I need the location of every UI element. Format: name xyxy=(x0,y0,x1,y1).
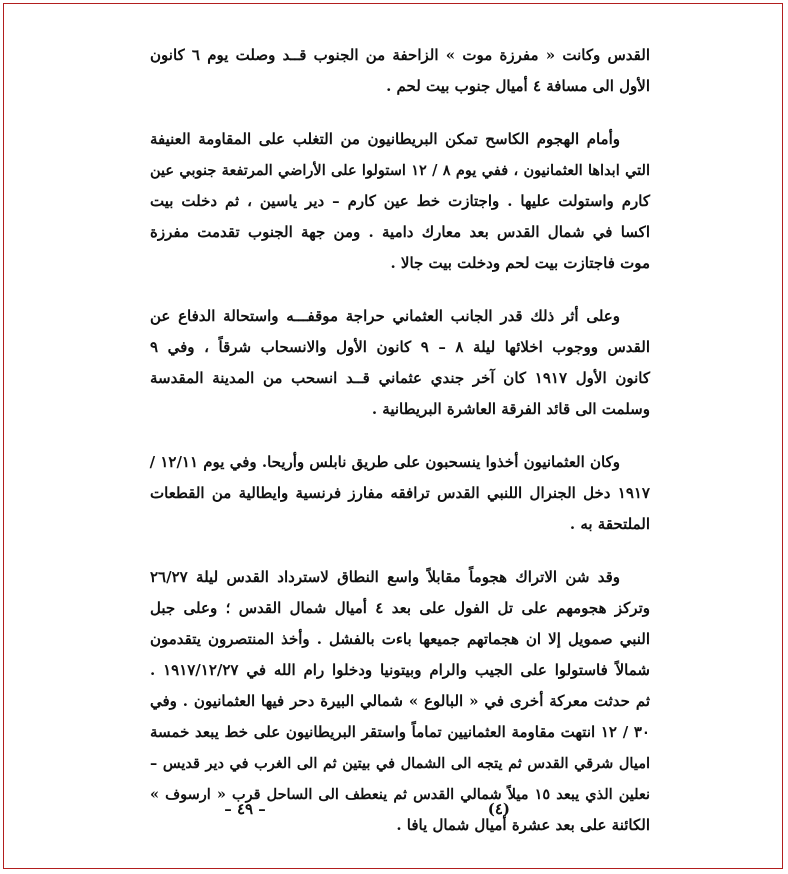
text-line: كانون الأول ١٩١٧ كان آخر جندي عثماني قــد انسحب من المدينة المقدسة xyxy=(150,369,650,387)
footnote-marker: (٤) xyxy=(487,800,510,818)
text-line: وسلمت الى قائد الفرقة العاشرة البريطانية . xyxy=(371,400,650,418)
text-line: التي ابداها العثمانيون ، ففي يوم ٨ / ١٢ استولوا على الأراضي المرتفعة جنوبي عين xyxy=(150,162,650,179)
paragraph-2 xyxy=(150,124,650,279)
text-line: القدس ووجوب اخلائها ليلة ٨ – ٩ كانون الأول والانسحاب شرقاً ، وفي ٩ xyxy=(150,338,651,356)
text-line: النبي صمويل إلا ان هجماتهم جميعها باءت بالفشل . وأخذ المنتصرون يتقدمون xyxy=(150,630,650,648)
paragraph-4 xyxy=(150,447,650,540)
text-line: الأول الى مسافة ٤ أميال جنوب بيت لحم . xyxy=(386,77,650,95)
text-line: ثم حدثت معركة أخرى في « البالوع » شمالي البيرة دحر فيها العثمانيون . وفي xyxy=(150,692,650,710)
text-line: وقد شن الاتراك هجوماً مقابلاً واسع النطاق لاسترداد القدس ليلة ٢٦/٢٧ xyxy=(150,568,620,586)
text-line: الملتحقة به . xyxy=(569,515,650,533)
text-line: الكائنة على بعد عشرة أميال شمال يافا . xyxy=(396,816,650,834)
text-line: وأمام الهجوم الكاسح تمكن البريطانيون من التغلب على المقاومة العنيفة xyxy=(150,130,620,148)
text-line: القدس وكانت « مفرزة موت » الزاحفة من الجنوب قــد وصلت يوم ٦ كانون xyxy=(150,46,651,64)
text-line: اميال شرقي القدس ثم يتجه الى الشمال في بيتين ثم الى الغرب في دير قديس – xyxy=(150,755,650,772)
text-line: وكان العثمانيون أخذوا ينسحبون على طريق نابلس وأريحا. وفي يوم ١٢/١١ / xyxy=(149,453,620,471)
text-line: وتركز هجومهم على تل الفول على بعد ٤ أميال شمال القدس ؛ وعلى جبل xyxy=(150,599,650,617)
paragraph-3 xyxy=(150,301,650,425)
page-number: – ٤٩ – xyxy=(224,800,266,818)
text-line: ٣٠ / ١٢ انتهت مقاومة العثمانيين تماماً واستقر البريطانيون على خط يبعد خمسة xyxy=(150,723,650,741)
text-line: نعلين الذي يبعد ١٥ ميلاً شمالي القدس ثم ينعطف الى الساحل قرب « ارسوف » xyxy=(150,786,650,803)
text-line: ١٩١٧ دخل الجنرال اللنبي القدس ترافقه مفارز فرنسية وايطالية من القطعات xyxy=(150,484,650,502)
text-line: موت فاجتازت بيت لحم ودخلت بيت جالا . xyxy=(390,254,650,272)
text-line: كارم واستولت عليها . واجتازت خط عين كارم – دير ياسين ، ثم دخلت بيت xyxy=(150,192,650,210)
text-line: شمالاً فاستولوا على الجيب والرام وبيتونيا ودخلوا رام الله في ١٩١٧/١٢/٢٧ . xyxy=(150,661,650,679)
page-footer xyxy=(170,800,510,830)
document-page xyxy=(150,40,650,840)
paragraph-1 xyxy=(150,40,650,102)
text-line: وعلى أثر ذلك قدر الجانب العثماني حراجة موقفـــه واستحالة الدفاع عن xyxy=(150,307,620,325)
text-line: اكسا في شمال القدس بعد معارك دامية . ومن جهة الجنوب تقدمت مفرزة xyxy=(150,223,650,241)
